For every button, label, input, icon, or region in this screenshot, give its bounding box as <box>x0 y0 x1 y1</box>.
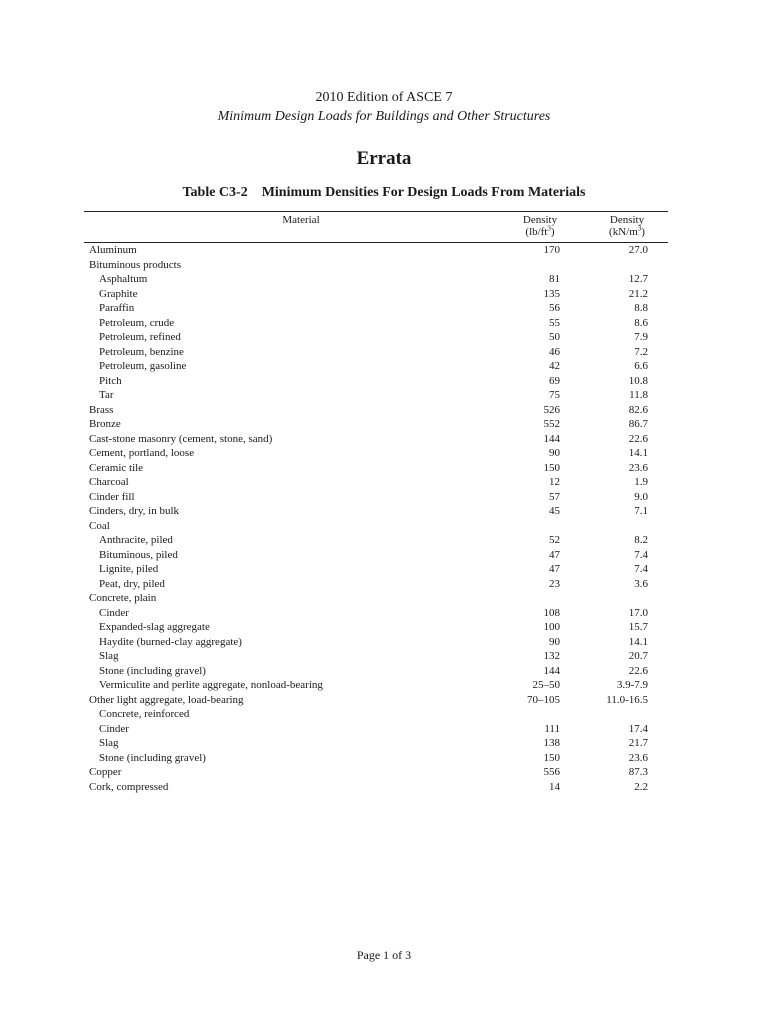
table-row <box>84 432 668 447</box>
density-kn-cell: 14.1 <box>628 635 648 648</box>
density-lb-cell: 132 <box>543 650 560 662</box>
density-lb-cell: 57 <box>549 490 560 503</box>
table-row <box>84 417 668 432</box>
density-lb-cell: 45 <box>549 505 560 517</box>
density-kn-cell: 6.6 <box>634 360 648 372</box>
density-kn-cell: 23.6 <box>628 461 648 474</box>
table-row <box>84 345 668 360</box>
table-row <box>84 272 668 287</box>
table-row <box>84 446 668 461</box>
material-cell: Asphaltum <box>99 273 148 285</box>
density-lb-cell: 111 <box>544 722 560 735</box>
density-lb-cell: 90 <box>549 447 560 459</box>
table-row <box>84 649 668 664</box>
density-kn-cell: 87.3 <box>628 766 648 778</box>
density-kn-cell: 2.2 <box>634 780 648 793</box>
density-kn-cell: 20.7 <box>628 650 648 662</box>
table-row <box>84 403 668 418</box>
density-lb-cell: 170 <box>543 244 560 256</box>
density-kn-cell: 7.2 <box>634 345 648 358</box>
material-cell: Petroleum, benzine <box>99 345 184 358</box>
density-lb-cell: 55 <box>549 316 560 329</box>
density-lb-cell: 47 <box>549 563 560 575</box>
material-cell: Cement, portland, loose <box>89 447 195 459</box>
material-cell: Petroleum, refined <box>99 331 181 343</box>
density-kn-cell: 17.4 <box>628 722 648 735</box>
material-cell: Pitch <box>99 374 122 387</box>
material-cell: Copper <box>89 766 122 778</box>
material-cell: Paraffin <box>99 302 135 314</box>
table-row <box>84 504 668 519</box>
material-cell: Cinders, dry, in bulk <box>89 505 180 517</box>
density-kn-cell: 86.7 <box>628 418 648 430</box>
density-label: Density <box>522 214 558 226</box>
material-cell: Concrete, plain <box>89 592 157 604</box>
density-lb-cell: 56 <box>549 302 560 314</box>
table-row <box>84 780 668 795</box>
material-cell: Graphite <box>99 287 138 300</box>
density-kn-cell: 17.0 <box>628 606 648 619</box>
material-cell: Bituminous products <box>89 258 181 271</box>
material-cell: Cinder <box>99 722 129 735</box>
density-kn-cell: 7.1 <box>634 505 648 517</box>
material-cell: Ceramic tile <box>89 461 144 474</box>
material-cell: Anthracite, piled <box>99 534 173 546</box>
table-row <box>84 635 668 650</box>
document-header <box>0 88 768 126</box>
density-kn-cell: 14.1 <box>628 447 648 459</box>
table-row <box>84 316 668 331</box>
density-label: Density <box>609 214 645 226</box>
density-kn-cell: 82.6 <box>628 403 648 416</box>
density-kn-cell: 23.6 <box>628 751 648 764</box>
density-kn-cell: 1.9 <box>634 476 648 488</box>
density-kn-cell: 12.7 <box>628 273 648 285</box>
material-cell: Bituminous, piled <box>99 548 178 561</box>
material-cell: Petroleum, crude <box>99 316 175 329</box>
density-kn-cell: 7.4 <box>634 548 648 561</box>
table-row <box>84 533 668 548</box>
unit-lb-open: (lb/ft <box>525 226 548 238</box>
material-cell: Brass <box>89 403 114 416</box>
material-cell: Stone (including gravel) <box>99 664 206 677</box>
density-lb-cell: 150 <box>543 461 560 474</box>
density-kn-cell: 9.0 <box>634 490 648 503</box>
table-row <box>84 475 668 490</box>
table-row <box>84 562 668 577</box>
table-row <box>84 388 668 403</box>
unit-lb-sup: 3 <box>547 224 551 233</box>
material-cell: Petroleum, gasoline <box>99 360 187 372</box>
density-kn-cell: 21.2 <box>628 287 648 300</box>
density-lb-cell: 70–105 <box>527 693 560 706</box>
table-row <box>84 287 668 302</box>
table-row <box>84 301 668 316</box>
table-row <box>84 577 668 592</box>
table-row <box>84 461 668 476</box>
density-lb-cell: 69 <box>549 374 560 387</box>
table-row <box>84 678 668 693</box>
density-kn-cell: 11.0-16.5 <box>606 693 648 706</box>
table-body <box>84 243 668 794</box>
density-lb-cell: 52 <box>549 534 560 546</box>
errata-heading: Errata <box>356 148 412 169</box>
density-kn-cell: 22.6 <box>628 664 648 677</box>
material-cell: Charcoal <box>89 476 129 488</box>
density-lb-cell: 25–50 <box>532 679 560 691</box>
material-cell: Other light aggregate, load-bearing <box>89 693 244 706</box>
table-row <box>84 243 668 258</box>
material-cell: Stone (including gravel) <box>99 751 206 764</box>
density-kn-cell: 8.8 <box>634 302 648 314</box>
density-kn-cell: 22.6 <box>628 432 648 445</box>
table-row <box>84 258 668 273</box>
density-lb-cell: 150 <box>543 751 560 764</box>
table-header <box>84 211 668 243</box>
material-cell: Expanded-slag aggregate <box>99 621 210 633</box>
density-lb-cell: 75 <box>549 389 560 401</box>
table-row <box>84 359 668 374</box>
table-row <box>84 722 668 737</box>
column-header-density-lb <box>510 214 570 238</box>
material-cell: Slag <box>99 650 119 662</box>
material-cell: Cork, compressed <box>89 780 169 793</box>
unit-kn-sup: 3 <box>637 224 642 233</box>
table-row <box>84 664 668 679</box>
table-row <box>84 606 668 621</box>
material-cell: Cinder fill <box>89 490 135 503</box>
density-kn-cell: 3.6 <box>634 577 648 590</box>
density-lb-cell: 46 <box>549 345 560 358</box>
density-kn-cell: 21.7 <box>628 737 648 749</box>
table-row <box>84 490 668 505</box>
density-kn-cell: 7.9 <box>634 331 648 343</box>
column-header-density-kn <box>598 214 656 238</box>
density-lb-cell: 81 <box>549 273 560 285</box>
material-cell: Bronze <box>89 418 121 430</box>
material-cell: Peat, dry, piled <box>99 577 165 590</box>
material-cell: Haydite (burned-clay aggregate) <box>99 635 242 648</box>
density-lb-cell: 50 <box>549 331 560 343</box>
density-lb-cell: 556 <box>543 766 560 778</box>
table-title: Table C3-2 Minimum Densities For Design Loads From Materials <box>182 185 586 200</box>
density-kn-cell: 10.8 <box>628 374 648 387</box>
material-cell: Concrete, reinforced <box>99 708 190 720</box>
table-row <box>84 330 668 345</box>
density-lb-cell: 135 <box>543 287 560 300</box>
document-subtitle: Minimum Design Loads for Buildings and Other Structures <box>217 109 551 124</box>
edition-line: 2010 Edition of ASCE 7 <box>315 90 453 105</box>
density-lb-cell: 90 <box>549 635 560 648</box>
unit-kn-open: (kN/m <box>609 226 638 238</box>
table-row <box>84 620 668 635</box>
material-cell: Tar <box>99 389 114 401</box>
density-kn-cell: 8.2 <box>634 534 648 546</box>
density-lb-cell: 552 <box>543 418 560 430</box>
density-kn-cell: 3.9-7.9 <box>616 679 648 691</box>
material-cell: Coal <box>89 519 110 532</box>
density-lb-cell: 12 <box>549 476 560 488</box>
material-cell: Aluminum <box>89 244 137 256</box>
density-kn-cell: 27.0 <box>628 244 648 256</box>
density-kn-cell: 11.8 <box>629 389 648 401</box>
density-lb-cell: 526 <box>543 403 560 416</box>
material-cell: Vermiculite and perlite aggregate, nonload-bearing <box>99 679 323 691</box>
material-cell: Lignite, piled <box>99 563 159 575</box>
table-row <box>84 707 668 722</box>
density-lb-cell: 47 <box>549 548 560 561</box>
density-lb-cell: 144 <box>543 664 560 677</box>
table-row <box>84 519 668 534</box>
material-cell: Cast-stone masonry (cement, stone, sand) <box>89 432 273 445</box>
density-lb-cell: 144 <box>543 432 560 445</box>
table-row <box>84 736 668 751</box>
column-header-material: Material <box>282 214 320 226</box>
density-kn-cell: 8.6 <box>634 316 648 329</box>
density-kn-cell: 15.7 <box>628 621 648 633</box>
table-row <box>84 765 668 780</box>
table-row <box>84 693 668 708</box>
material-cell: Cinder <box>99 606 129 619</box>
density-lb-cell: 42 <box>549 360 560 372</box>
unit-kn-close: ) <box>641 226 645 238</box>
table-row <box>84 374 668 389</box>
material-cell: Slag <box>99 737 119 749</box>
density-lb-cell: 100 <box>543 621 560 633</box>
table-row <box>84 751 668 766</box>
page-footer: Page 1 of 3 <box>356 948 412 962</box>
density-kn-cell: 7.4 <box>634 563 648 575</box>
unit-lb-close: ) <box>550 226 555 238</box>
densities-table <box>84 211 668 794</box>
density-lb-cell: 14 <box>549 780 560 793</box>
density-lb-cell: 138 <box>543 737 560 749</box>
density-lb-cell: 23 <box>549 577 560 590</box>
density-lb-cell: 108 <box>543 606 560 619</box>
table-row <box>84 548 668 563</box>
table-row <box>84 591 668 606</box>
